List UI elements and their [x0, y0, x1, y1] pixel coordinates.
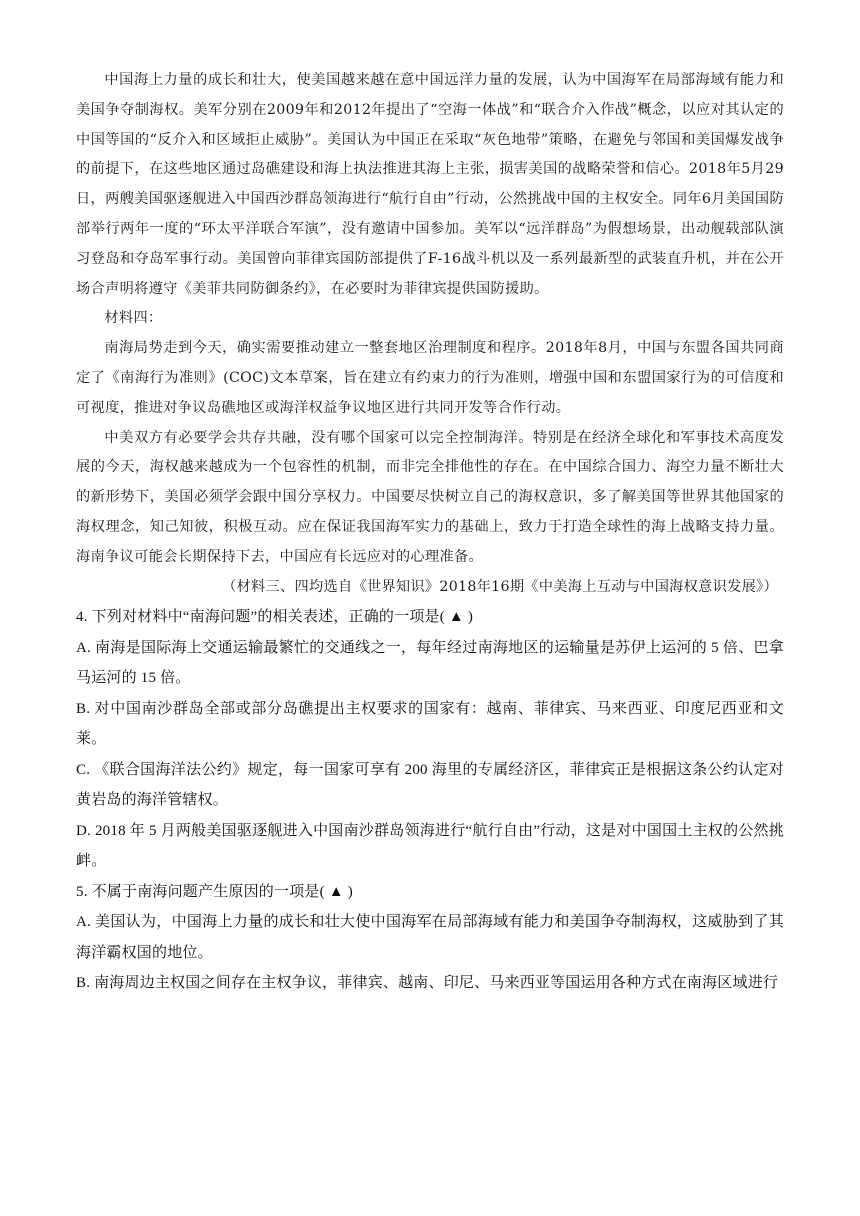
option-b: B. 南海周边主权国之间存在主权争议，菲律宾、越南、印尼、马来西亚等国运用各种方式在南海区域进行 — [76, 975, 779, 992]
document-content — [76, 66, 784, 999]
material3-paragraph: 中国海上力量的成长和壮大，使美国越来越在意中国远洋力量的发展，认为中国海军在局部海域有能力和美国争夺制海权。美军分别在2009年和2012年提出了“空海一体战”和“联合介入作战”概念，以应对其认定的中国等国的“反介入和区域拒止威胁”。美国认为中国正在采取“灰色地带”策略，在避免与邻国和美国爆发战争的前提下，在这些地区通过岛礁建设和海上执法推进其海上主张，损害美国的战略荣誉和信心。2018年5月29日，两艘美国驱逐舰进入中国西沙群岛领海进行“航行自由”行动，公然挑战中国的主权安全。同年6月美国国防部举行两年一度的“环太平洋联合军演”，没有邀请中国参加。美军以“远洋群岛”为假想场景，出动舰载部队演习登岛和夺岛军事行动。美国曾向菲律宾国防部提供了F-16战斗机以及一系列最新型的武装直升机，并在公开场合声明将遵守《美菲共同防御条约》，在必要时为菲律宾提供国防援助。 — [76, 72, 784, 297]
source-citation: （材料三、四均选自《世界知识》2018年16期《中美海上互动与中国海权意识发展》） — [222, 578, 778, 595]
material4-paragraph-1: 南海局势走到今天，确实需要推动建立一整套地区治理制度和程序。2018年8月，中国与东盟各国共同商定了《南海行为准则》(COC)文本草案，旨在建立有约束力的行为准则，增强中国和东盟国家行为的可信度和可视度，推进对争议岛礁地区或海洋权益争议地区进行共同开发等合作行动。 — [76, 340, 784, 416]
question-5 — [76, 877, 784, 999]
material4-paragraph-2: 中美双方有必要学会共存共融，没有哪个国家可以完全控制海洋。特别是在经济全球化和军事技术高度发展的今天，海权越来越成为一个包容性的机制，而非完全排他性的存在。在中国综合国力、海空力量不断壮大的新形势下，美国必须学会跟中国分享权力。中国要尽快树立自己的海权意识，多了解美国等世界其他国家的海权理念，知己知彼，积极互动。应在保证我国海军实力的基础上，致力于打造全球性的海上战略支持力量。海南争议可能会长期保持下去，中国应有长远应对的心理准备。 — [76, 429, 784, 565]
option-d: D. 2018 年 5 月两般美国驱逐舰进入中国南沙群岛领海进行“航行自由”行动，这是对中国国土主权的公然挑衅。 — [76, 822, 784, 870]
option-b: B. 对中国南沙群岛全部或部分岛礁提出主权要求的国家有：越南、菲律宾、马来西亚、印度尼西亚和文莱。 — [76, 700, 784, 748]
option-a: A. 美国认为，中国海上力量的成长和壮大使中国海军在局部海域有能力和美国争夺制海权，这威胁到了其海洋霸权国的地位。 — [76, 914, 784, 961]
option-a: A. 南海是国际海上交通运输最繁忙的交通线之一，每年经过南海地区的运输量是苏伊上运河的 5 倍、巴拿马运河的 15 倍。 — [76, 639, 784, 687]
question-stem: 4. 下列对材料中“南海问题”的相关表述，正确的一项是( ▲ ) — [76, 609, 474, 626]
option-c: C. 《联合国海洋法公约》规定，每一国家可享有 200 海里的专属经济区，菲律宾正是根据这条公约认定对黄岩岛的海洋管辖权。 — [76, 761, 784, 809]
material4-heading: 材料四： — [104, 310, 163, 327]
question-4 — [76, 602, 784, 877]
question-stem: 5. 不属于南海问题产生原因的一项是( ▲ ) — [76, 883, 353, 900]
